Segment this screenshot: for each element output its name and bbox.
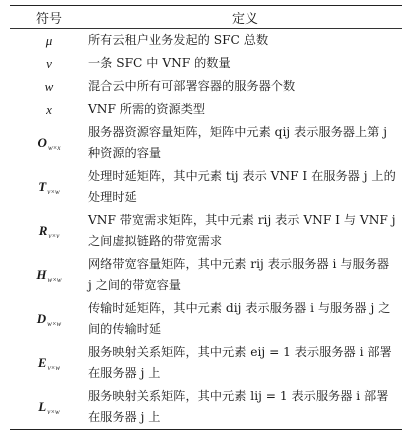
definition-cell: 服务器资源容量矩阵，矩阵中元素 qij 表示服务器上第 j 种资源的容量 <box>88 125 388 160</box>
table-row <box>10 98 402 121</box>
symbol-subscript: w×x <box>47 143 61 152</box>
symbol-letter: E <box>37 354 47 370</box>
table-header-row <box>10 6 402 29</box>
symbol-subscript: w×w <box>47 319 62 328</box>
definition-cell: VNF 所需的资源类型 <box>88 102 206 116</box>
symbol-cell <box>10 179 88 196</box>
definition-cell: 处理时延矩阵，其中元素 tij 表示 VNF I 在服务器 j 上的处理时延 <box>88 169 396 204</box>
symbol-letter: D <box>36 310 47 326</box>
symbol-letter: R <box>38 222 48 238</box>
symbol-cell <box>10 56 88 72</box>
symbol-letter: w <box>44 78 54 94</box>
symbol-letter: v <box>46 55 52 71</box>
symbol-cell <box>10 79 88 95</box>
symbol-cell <box>10 33 88 49</box>
table-row <box>10 121 402 165</box>
definition-cell: 服务映射关系矩阵，其中元素 eij = 1 表示服务器 i 部署在服务器 j 上 <box>88 345 392 380</box>
definition-cell: 服务映射关系矩阵，其中元素 lij = 1 表示服务器 i 部署在服务器 j 上 <box>88 389 389 424</box>
symbol-subscript: v×w <box>47 407 60 416</box>
symbol-cell <box>10 355 88 372</box>
header-symbol: 符号 <box>35 11 62 27</box>
table-row <box>10 385 402 429</box>
symbol-letter: μ <box>45 32 53 48</box>
definition-cell: 网络带宽容量矩阵，其中元素 rij 表示服务器 i 与服务器 j 之间的带宽容量 <box>88 257 390 292</box>
table-row <box>10 29 402 52</box>
table-row <box>10 165 402 209</box>
symbol-letter: O <box>37 134 47 150</box>
symbol-cell <box>10 223 88 240</box>
table-row <box>10 297 402 341</box>
table-row <box>10 341 402 385</box>
table-row <box>10 52 402 75</box>
header-definition: 定义 <box>231 11 258 27</box>
symbol-cell <box>10 102 88 118</box>
table-row <box>10 75 402 98</box>
symbol-definition-table <box>10 5 402 430</box>
symbol-letter: T <box>38 178 47 194</box>
symbol-subscript: w×w <box>47 275 62 284</box>
symbol-cell <box>10 311 88 328</box>
definition-cell: 一条 SFC 中 VNF 的数量 <box>88 56 231 70</box>
definition-cell: VNF 带宽需求矩阵，其中元素 rij 表示 VNF I 与 VNF j 之间虚拟链路的带宽需求 <box>88 213 396 248</box>
definition-cell: 混合云中所有可部署容器的服务器个数 <box>88 79 296 93</box>
table-row <box>10 253 402 297</box>
symbol-cell <box>10 135 88 152</box>
symbol-letter: L <box>38 398 47 414</box>
symbol-letter: H <box>36 266 47 282</box>
symbol-cell <box>10 399 88 416</box>
symbol-subscript: v×w <box>47 187 60 196</box>
symbol-subscript: v×w <box>47 363 61 372</box>
definition-cell: 传输时延矩阵，其中元素 dij 表示服务器 i 与服务器 j 之间的传输时延 <box>88 301 391 336</box>
table-row <box>10 209 402 253</box>
definition-cell: 所有云租户业务发起的 SFC 总数 <box>88 33 269 47</box>
symbol-subscript: v×v <box>48 231 60 240</box>
symbol-letter: x <box>46 101 52 117</box>
symbol-cell <box>10 267 88 284</box>
